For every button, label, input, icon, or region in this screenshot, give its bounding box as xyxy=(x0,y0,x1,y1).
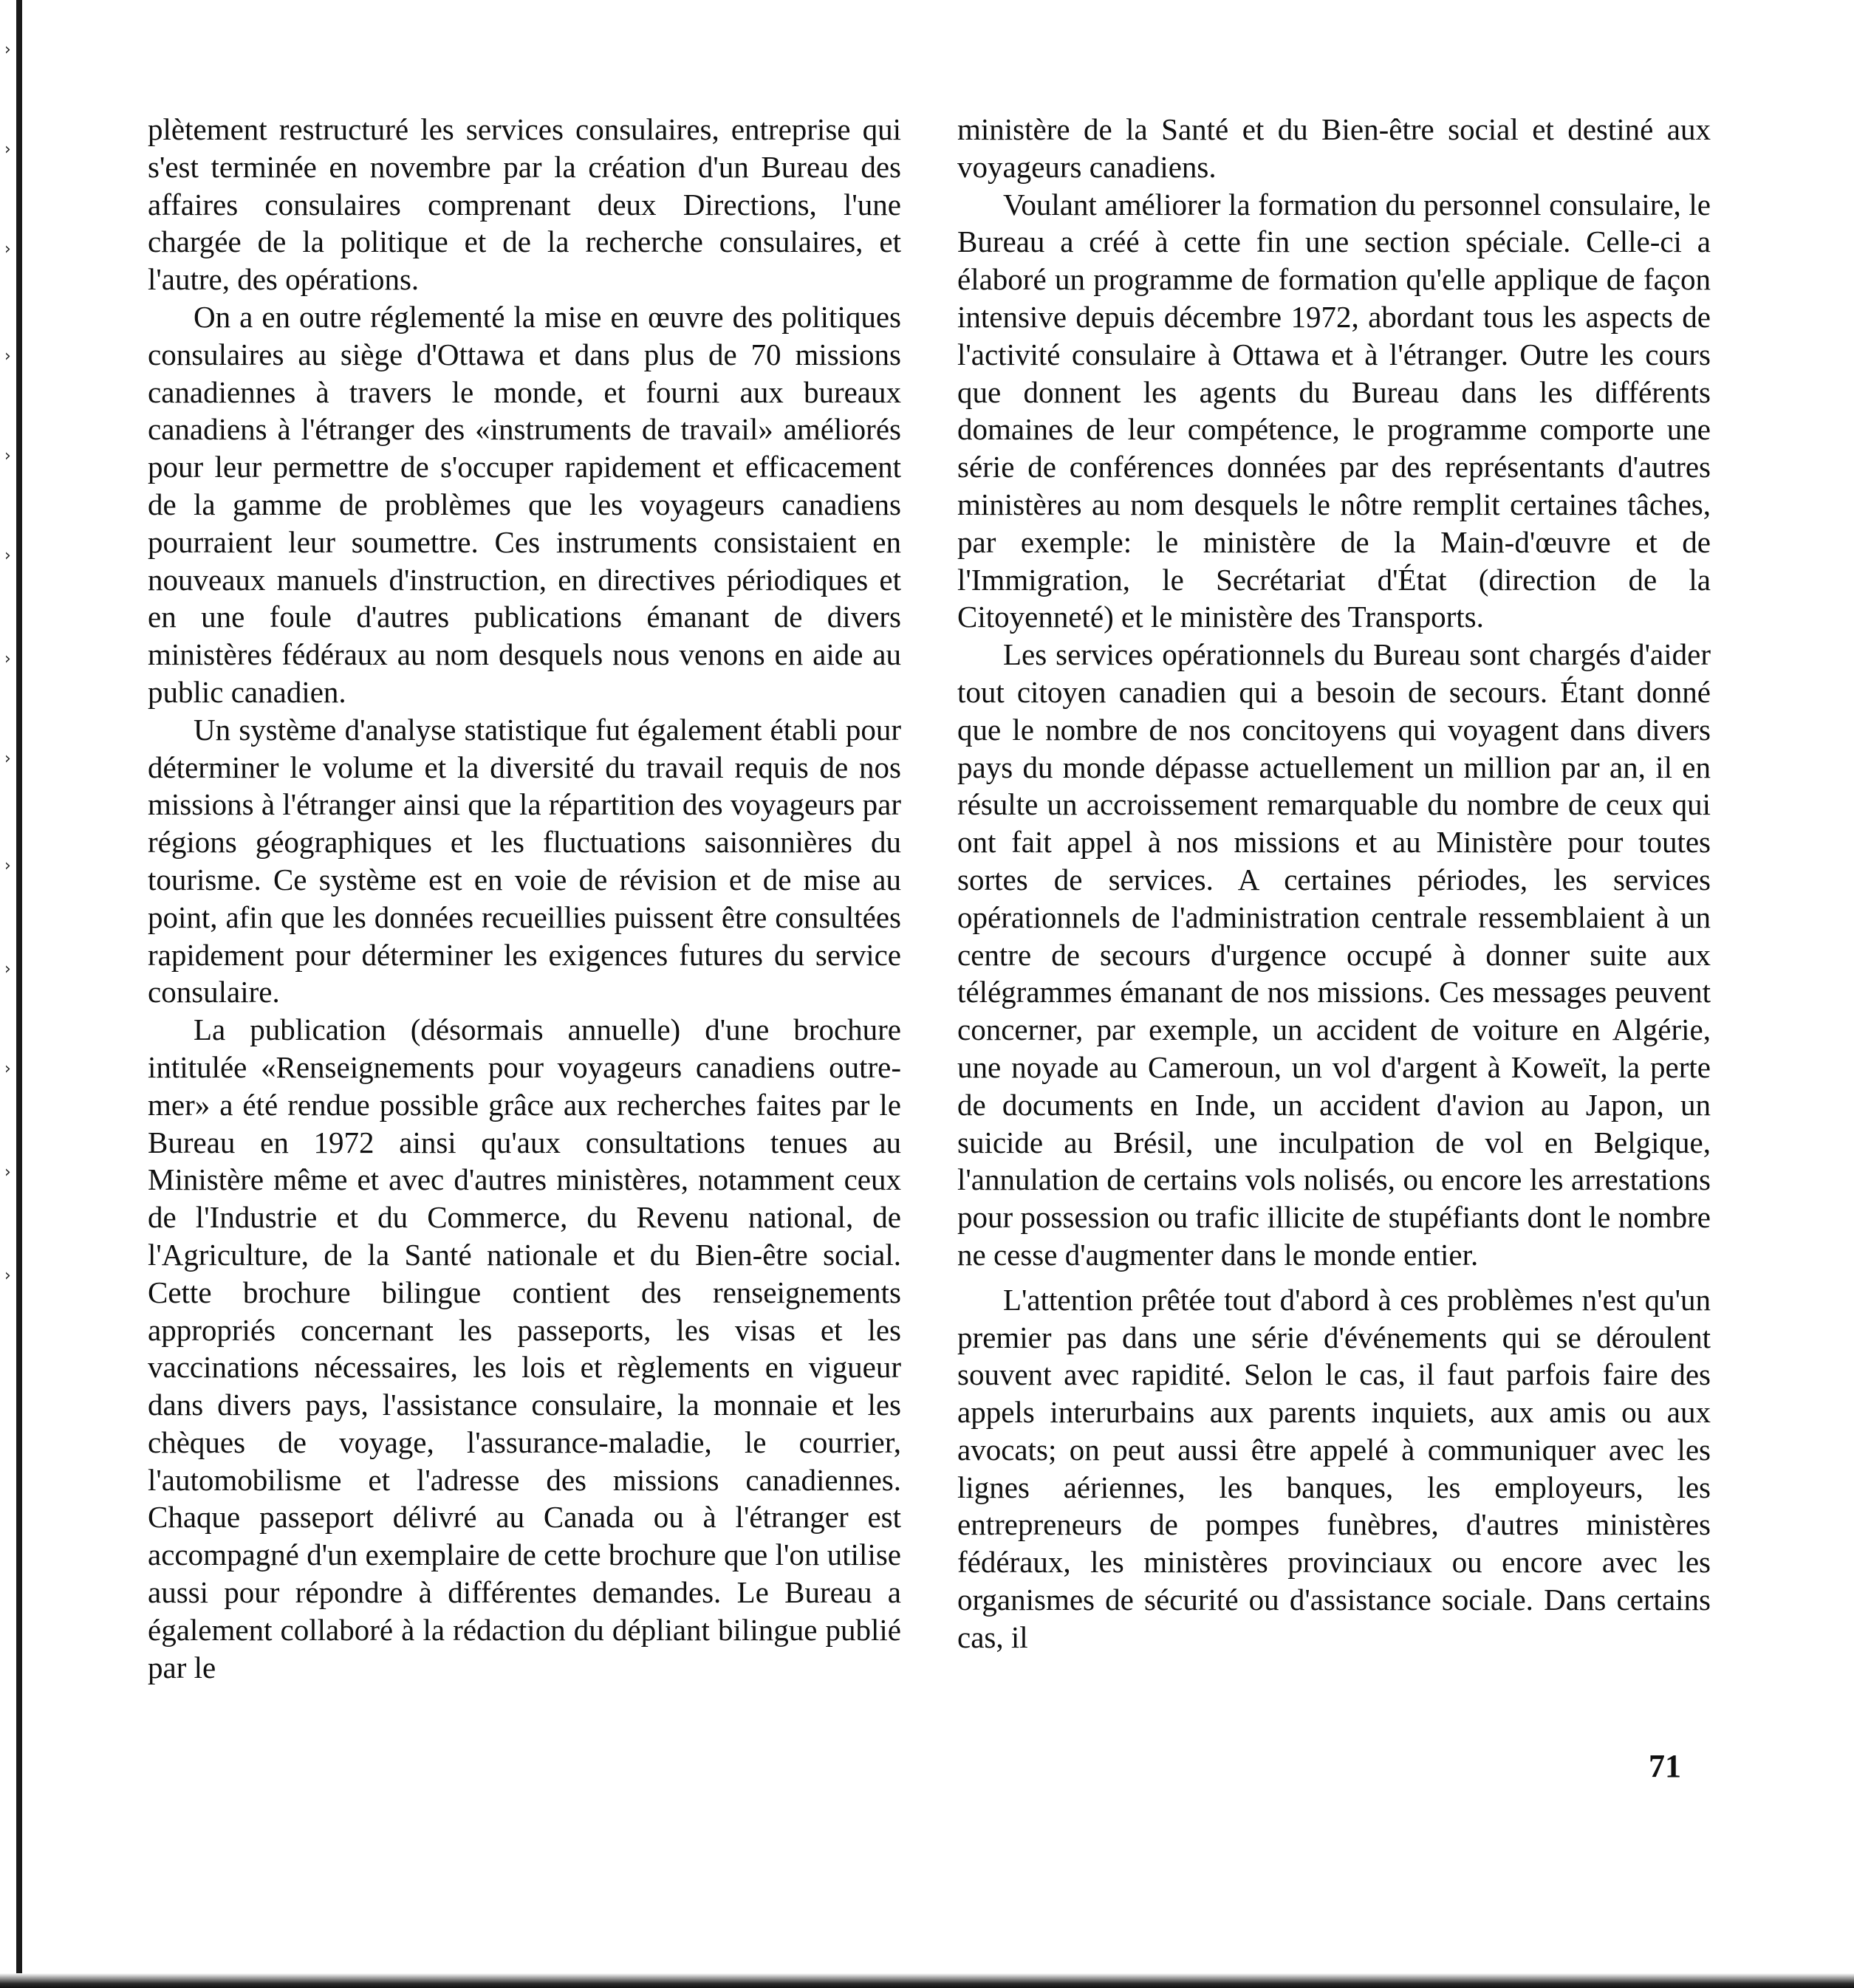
binding-mark: › xyxy=(4,857,11,875)
binding-mark: › xyxy=(4,347,11,366)
binding-mark: › xyxy=(4,41,11,59)
paragraph: ministère de la Santé et du Bien-être social et destiné aux voyageurs canadiens. xyxy=(957,112,1711,184)
binding-mark: › xyxy=(4,1267,11,1285)
binding-mark: › xyxy=(4,1060,11,1078)
right-column xyxy=(957,111,1711,1656)
paragraph: Les services opérationnels du Bureau sont chargés d'aider tout citoyen canadien qui a besoin de secours. Étant donné que le nombre de nos concitoyens qui voyagent dans divers pays du monde dépasse actuellement un million par an, il en résulte un accroissement remarquable du nombre de ceux qui ont fait appel à nos missions et au Ministère pour toutes sortes de services. A certaines périodes, les services opérationnels de l'administration centrale ressemblaient à un centre de secours d'urgence occupé à donner suite aux télégrammes émanant de nos missions. Ces messages peuvent concerner, par exemple, un accident de voiture en Algérie, une noyade au Cameroun, un vol d'argent à Koweït, la perte de documents en Inde, un accident d'avion au Japon, un suicide au Brésil, une inculpation de vol en Belgique, l'annulation de certains vols nolisés, ou encore les arrestations pour possession ou trafic illicite de stupéfiants dont le nombre ne cesse d'augmenter dans le monde entier. xyxy=(957,637,1711,1272)
left-column xyxy=(148,111,901,1686)
paragraph: plètement restructuré les services consulaires, entreprise qui s'est terminée en novembre par la création d'un Bureau des affaires consulaires comprenant deux Directions, l'une chargée de la politique et de la recherche consulaires, et l'autre, des opérations. xyxy=(148,112,901,297)
binding-mark: › xyxy=(4,546,11,565)
binding-marks xyxy=(0,0,15,1988)
paragraph: On a en outre réglementé la mise en œuvre des politiques consulaires au siège d'Ottawa et dans plus de 70 missions canadiennes à travers le monde, et fourni aux bureaux canadiens à l'étranger des «instruments de travail» améliorés pour leur permettre de s'occuper rapidement et efficacement de la gamme de problèmes que les voyageurs canadiens pourraient leur soumettre. Ces instruments consistaient en nouveaux manuels d'instruction, en directives périodiques et en une foule d'autres publications émanant de divers ministères fédéraux au nom desquels nous venons en aide au public canadien. xyxy=(148,299,901,709)
page-bottom-edge xyxy=(0,1973,1854,1988)
paragraph: Voulant améliorer la formation du personnel consulaire, le Bureau a créé à cette fin une section spéciale. Celle-ci a élaboré un programme de formation qu'elle applique de façon intensive depuis décembre 1972, abordant tous les aspects de l'activité consulaire à Ottawa et à l'étranger. Outre les cours que donnent les agents du Bureau dans les différents domaines de leur compétence, le programme comporte une série de conférences données par des représentants d'autres ministères au nom desquels le nôtre remplit certaines tâches, par exemple: le ministère de la Main-d'œuvre et de l'Immigration, le Secrétariat d'État (direction de la Citoyenneté) et le ministère des Transports. xyxy=(957,187,1711,634)
binding-mark: › xyxy=(4,240,11,258)
binding-mark: › xyxy=(4,650,11,668)
page-number: 71 xyxy=(1649,1748,1681,1784)
binding-mark: › xyxy=(4,750,11,768)
paragraph: Un système d'analyse statistique fut également établi pour déterminer le volume et la diversité du travail requis de nos missions à l'étranger ainsi que la répartition des voyageurs par régions géographiques et les fluctuations saisonnières du tourisme. Ce système est en voie de révision et de mise au point, afin que les données recueillies puissent être consultées rapidement pour déterminer les exigences futures du service consulaire. xyxy=(148,712,901,1010)
binding-mark: › xyxy=(4,960,11,978)
binding-mark: › xyxy=(4,1163,11,1182)
binding-edge xyxy=(16,0,22,1988)
binding-mark: › xyxy=(4,447,11,465)
binding-mark: › xyxy=(4,140,11,159)
paragraph: L'attention prêtée tout d'abord à ces problèmes n'est qu'un premier pas dans une série d'événements qui se déroulent souvent avec rapidité. Selon le cas, il faut parfois faire des appels interurbains aux parents inquiets, aux amis ou aux avocats; on peut aussi être appelé à communiquer avec les lignes aériennes, les banques, les employeurs, les entrepreneurs de pompes funèbres, d'autres ministères fédéraux, les ministères provinciaux ou encore avec les organismes de sécurité ou d'assistance sociale. Dans certains cas, il xyxy=(957,1282,1711,1654)
paragraph: La publication (désormais annuelle) d'une brochure intitulée «Renseignements pour voyageurs canadiens outre-mer» a été rendue possible grâce aux recherches faites par le Bureau en 1972 ainsi qu'aux consultations tenues au Ministère même et avec d'autres ministères, notamment ceux de l'Industrie et du Commerce, du Revenu national, de l'Agriculture, de la Santé nationale et du Bien-être social. Cette brochure bilingue contient des renseignements appropriés concernant les passeports, les visas et les vaccinations nécessaires, les lois et règlements en vigueur dans divers pays, l'assistance consulaire, la monnaie et les chèques de voyage, l'assurance-maladie, le courrier, l'automobilisme et l'adresse des missions canadiennes. Chaque passeport délivré au Canada ou à l'étranger est accompagné d'un exemplaire de cette brochure que l'on utilise aussi pour répondre à différentes demandes. Le Bureau a également collaboré à la rédaction du dépliant bilingue publié par le xyxy=(148,1012,901,1684)
